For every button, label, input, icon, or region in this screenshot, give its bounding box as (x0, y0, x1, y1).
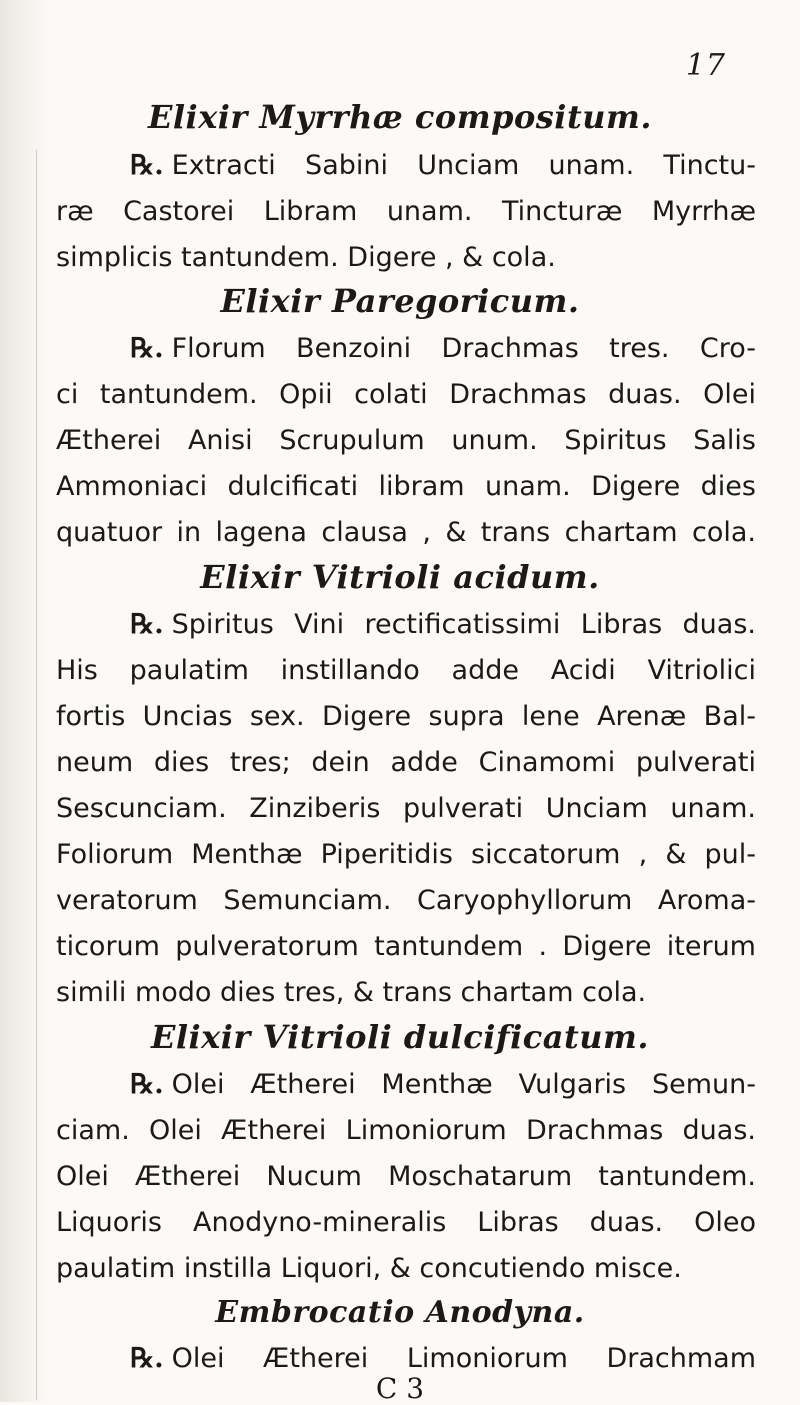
signature-mark: C 3 (375, 1372, 425, 1405)
text-line (130, 609, 756, 640)
text-line: Ætherei Anisi Scrupulum unum. Spiritus Salis (56, 425, 756, 456)
text-line: Sescunciam. Zinziberis pulverati Unciam unam. (56, 793, 756, 824)
section-title: Embrocatio Anodyna. (215, 1295, 585, 1330)
gutter-line (36, 150, 37, 1400)
recipe-symbol: ℞. (130, 609, 164, 640)
line-text: Olei Ætherei Menthæ Vulgaris Semun- (171, 1069, 756, 1100)
text-line: His paulatim instillando adde Acidi Vitriolici (56, 655, 756, 686)
line-text: Spiritus Vini rectificatissimi Libras duas. (171, 609, 756, 640)
text-line: simplicis tantundem. Digere , & cola. (56, 242, 556, 273)
text-line: Foliorum Menthæ Piperitidis siccatorum , & pul- (56, 839, 756, 870)
text-line: ræ Castorei Libram unam. Tincturæ Myrrhæ (56, 196, 756, 227)
text-line (130, 333, 756, 364)
recipe-symbol: ℞. (130, 1343, 164, 1374)
text-line (130, 150, 756, 181)
text-line: veratorum Semunciam. Caryophyllorum Aroma- (56, 885, 756, 916)
text-line: ciam. Olei Ætherei Limoniorum Drachmas duas. (56, 1115, 756, 1146)
section-title: Elixir Paregoricum. (220, 282, 580, 320)
text-line: neum dies tres; dein adde Cinamomi pulverati (56, 747, 756, 778)
text-line: Ammoniaci dulcificati libram unam. Digere dies (56, 471, 756, 502)
page-binding-shadow (0, 0, 52, 1402)
section-title: Elixir Vitrioli acidum. (200, 558, 600, 596)
section-title: Elixir Vitrioli dulcificatum. (150, 1018, 650, 1056)
text-line: ci tantundem. Opii colati Drachmas duas. Olei (56, 379, 756, 410)
text-line: fortis Uncias sex. Digere supra lene Arenæ Bal- (56, 701, 756, 732)
recipe-symbol: ℞. (130, 150, 164, 181)
line-text: Olei Ætherei Limoniorum Drachmam (171, 1343, 756, 1374)
text-line (130, 1069, 756, 1100)
text-line: simili modo dies tres, & trans chartam cola. (56, 977, 647, 1008)
recipe-symbol: ℞. (130, 333, 164, 364)
recipe-symbol: ℞. (130, 1069, 164, 1100)
page-number: 17 (685, 48, 726, 83)
line-text: Florum Benzoini Drachmas tres. Cro- (171, 333, 756, 364)
section-title: Elixir Myrrhæ compositum. (147, 98, 652, 136)
text-line: Liquoris Anodyno-mineralis Libras duas. Oleo (56, 1207, 756, 1238)
text-line: quatuor in lagena clausa , & trans chartam cola. (56, 517, 756, 548)
text-line: ticorum pulveratorum tantundem . Digere iterum (56, 931, 756, 962)
text-line: Olei Ætherei Nucum Moschatarum tantundem. (56, 1161, 756, 1192)
text-line: paulatim instilla Liquori, & concutiendo misce. (56, 1253, 682, 1284)
line-text: Extracti Sabini Unciam unam. Tinctu- (171, 150, 756, 181)
text-line (130, 1343, 756, 1374)
